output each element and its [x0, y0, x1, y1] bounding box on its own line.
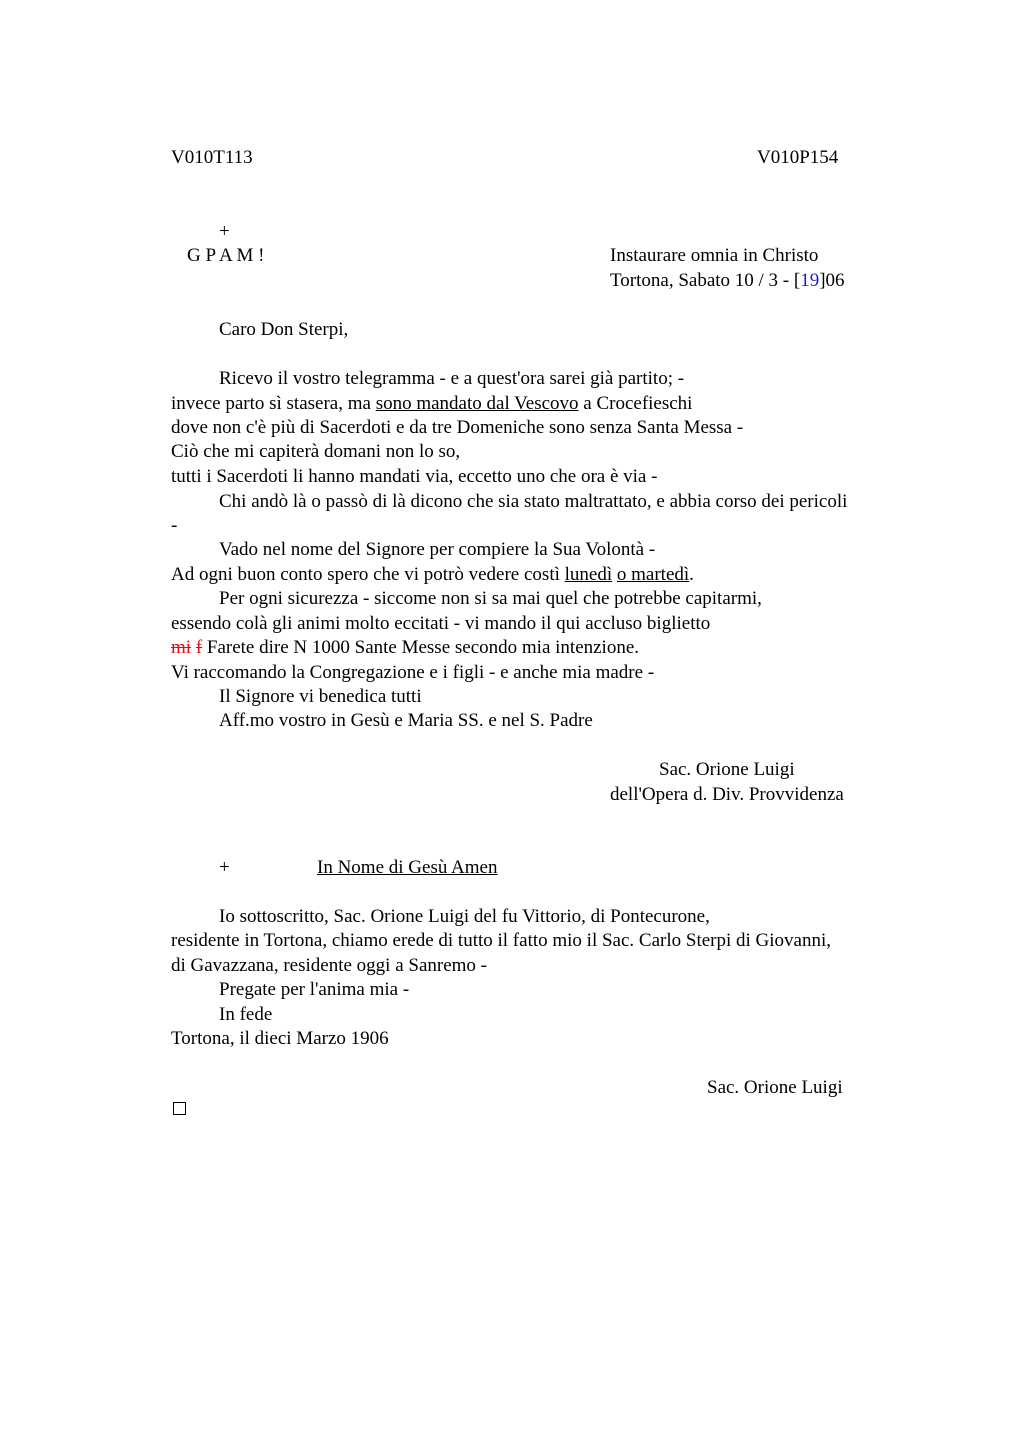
letter-line: Ciò che mi capiterà domani non lo so, — [171, 441, 461, 462]
letter-line: Per ogni sicurezza - siccome non si sa mai quel che potrebbe capitarmi, — [219, 588, 762, 609]
letter-line: Ad ogni buon conto spero che vi potrò vedere costì lunedì o martedì. — [171, 564, 694, 585]
letter-line: dove non c'è più di Sacerdoti e da tre Domeniche sono senza Santa Messa - — [171, 417, 744, 438]
letter-line: Chi andò là o passò di là dicono che sia stato maltrattato, e abbia corso dei pericoli — [219, 491, 848, 512]
letter-line: tutti i Sacerdoti li hanno mandati via, eccetto uno che ora è via - — [171, 466, 658, 487]
salutation: Caro Don Sterpi, — [219, 319, 349, 340]
underlined-text: sono mandato dal Vescovo — [375, 393, 579, 414]
gpam-heading: G P A M ! — [187, 245, 265, 266]
letter-closing: Aff.mo vostro in Gesù e Maria SS. e nel S. Padre — [219, 710, 593, 731]
will-line: di Gavazzana, residente oggi a Sanremo - — [171, 955, 488, 976]
underlined-text: o martedì — [616, 564, 690, 585]
letter-line: invece parto sì stasera, ma sono mandato dal Vescovo a Crocefieschi — [171, 393, 693, 414]
will-title: In Nome di Gesù Amen — [317, 857, 498, 878]
deleted-text: f — [195, 637, 203, 658]
letter-line: Vado nel nome del Signore per compiere la Sua Volontà - — [219, 539, 656, 560]
will-signature: Sac. Orione Luigi — [707, 1077, 843, 1098]
cross-symbol: + — [219, 221, 230, 242]
signature-name: Sac. Orione Luigi — [659, 759, 795, 780]
will-line: Pregate per l'anima mia - — [219, 979, 410, 1000]
letter-line: mi f Farete dire N 1000 Sante Messe secondo mia intenzione. — [171, 637, 640, 658]
letter-line: essendo colà gli animi molto eccitati - vi mando il qui accluso biglietto — [171, 613, 711, 634]
will-line: Io sottoscritto, Sac. Orione Luigi del fu Vittorio, di Pontecurone, — [219, 906, 710, 927]
will-line: residente in Tortona, chiamo erede di tutto il fatto mio il Sac. Carlo Sterpi di Giovanni, — [171, 930, 832, 951]
empty-box-icon — [173, 1102, 186, 1115]
underlined-text: lunedì — [564, 564, 613, 585]
letter-line: Ricevo il vostro telegramma - e a quest'ora sarei già partito; - — [219, 368, 685, 389]
document-code-left: V010T113 — [171, 147, 253, 168]
signature-title: dell'Opera d. Div. Provvidenza — [610, 784, 844, 805]
letter-date: Tortona, Sabato 10 / 3 - [19]06 — [610, 270, 845, 291]
letter-line: - — [171, 515, 178, 536]
motto: Instaurare omnia in Christo — [610, 245, 819, 266]
will-line: In fede — [219, 1004, 273, 1025]
page-code-right: V010P154 — [757, 147, 839, 168]
letter-line: Vi raccomando la Congregazione e i figli - e anche mia madre - — [171, 662, 655, 683]
letter-line: Il Signore vi benedica tutti — [219, 686, 422, 707]
deleted-text: mi — [171, 637, 192, 658]
editorial-insertion: 19 — [800, 270, 820, 291]
cross-symbol: + — [219, 857, 230, 878]
will-date: Tortona, il dieci Marzo 1906 — [171, 1028, 389, 1049]
